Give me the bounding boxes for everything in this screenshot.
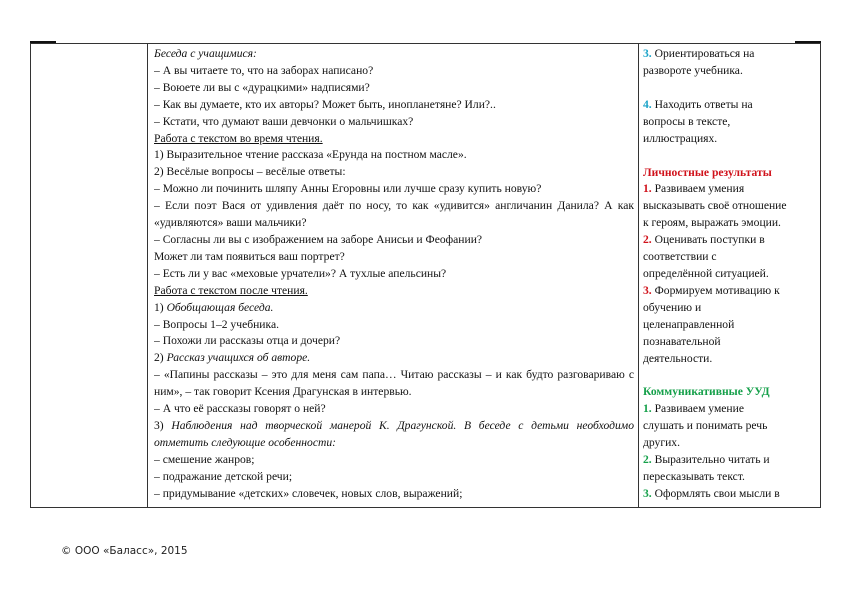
outcome-number: 1.: [643, 182, 652, 196]
line-number: 2): [154, 351, 167, 365]
outcome-line: [643, 46, 816, 63]
activity-line: [154, 469, 634, 486]
line-text: – А вы читаете то, что на заборах написано?: [154, 63, 374, 77]
activity-line: [154, 401, 634, 418]
line-text: – смешение жанров;: [154, 452, 255, 466]
activity-line: [154, 181, 634, 198]
spacer: [643, 367, 816, 384]
activity-line: [154, 63, 634, 80]
line-text: – Согласны ли вы с изображением на заборе Анисьи и Феофании?: [154, 232, 483, 246]
outcome-number: 1.: [643, 402, 652, 416]
outcome-line: [643, 317, 816, 334]
outcome-line: [643, 401, 816, 418]
line-text: Может ли там появиться ваш портрет?: [154, 249, 345, 263]
outcome-text: Оформлять свои мысли в: [654, 486, 780, 500]
activity-line: [154, 317, 634, 334]
activity-line: [154, 418, 634, 452]
activity-text: [148, 44, 638, 502]
activity-line: [154, 97, 634, 114]
outcome-line: [643, 215, 816, 232]
outcome-text: слушать и понимать речь: [643, 419, 768, 433]
outcome-number: 3.: [643, 486, 652, 500]
activity-line: [154, 452, 634, 469]
outcome-text: Ориентироваться на: [654, 47, 755, 60]
activity-line: [154, 367, 634, 401]
outcome-line: [643, 114, 816, 131]
outcome-line: [643, 283, 816, 300]
outcome-line: [643, 181, 816, 198]
line-text: Беседа с учащимися:: [154, 47, 257, 60]
outcome-number: 4.: [643, 97, 652, 111]
outcome-number: 3.: [643, 283, 652, 297]
outcome-line: [643, 97, 816, 114]
copyright-footer: © ООО «Баласс», 2015: [61, 545, 188, 557]
line-number: 1): [154, 300, 167, 314]
outcome-line: [643, 249, 816, 266]
line-text: – Как вы думаете, кто их авторы? Может быть, инопланетяне? Или?..: [154, 97, 496, 111]
outcome-line: [643, 486, 816, 503]
outcome-text: Формируем мотивацию к: [654, 283, 780, 297]
line-text: – Похожи ли рассказы отца и дочери?: [154, 334, 341, 348]
line-text: Обобщающая беседа.: [166, 300, 274, 314]
activity-line: [154, 486, 634, 503]
outcome-text: соответствии с: [643, 250, 717, 264]
activity-line: [154, 232, 634, 249]
outcome-line: [643, 418, 816, 435]
outcomes-column-cell: [639, 44, 821, 508]
outcome-text: иллюстрациях.: [643, 131, 718, 145]
spacer: [643, 80, 816, 97]
activity-line: [154, 114, 634, 131]
activity-line: [154, 198, 634, 232]
outcome-text: Развиваем умение: [654, 402, 744, 416]
outcome-text: Выразительно читать и: [654, 453, 770, 467]
outcome-number: 2.: [643, 453, 652, 467]
line-text: – Кстати, что думают ваши девчонки о мальчишках?: [154, 114, 414, 128]
lesson-plan-table: [30, 43, 821, 508]
activity-line: [154, 300, 634, 317]
outcome-number: 3.: [643, 47, 652, 60]
outcome-text: Находить ответы на: [654, 97, 753, 111]
outcome-text: Оценивать поступки в: [654, 233, 765, 247]
activity-line: [154, 283, 634, 300]
activity-line: [154, 147, 634, 164]
outcome-line: [643, 452, 816, 469]
activity-line: [154, 46, 634, 63]
activity-column-cell: [148, 44, 639, 508]
line-text: – придумывание «детских» словечек, новых слов, выражений;: [154, 486, 463, 500]
outcome-text: познавательной: [643, 334, 721, 348]
outcome-text: Развиваем умения: [654, 182, 745, 196]
outcome-text: пересказывать текст.: [643, 469, 745, 483]
activity-line: [154, 249, 634, 266]
line-text: – Можно ли починить шляпу Анны Егоровны или лучше сразу купить новую?: [154, 182, 542, 196]
outcome-text: деятельности.: [643, 351, 713, 365]
line-number: 3): [154, 418, 172, 432]
line-text: Работа с текстом после чтения.: [154, 283, 308, 297]
line-text: Наблюдения над творческой манерой К. Драгунской. В беседе с детьми необходимо отметить следующие особенности:: [154, 418, 634, 449]
outcome-heading: Коммуникативные УУД: [643, 385, 770, 399]
outcome-line: [643, 266, 816, 283]
stage-column-cell: [31, 44, 148, 508]
outcome-text: развороте учебника.: [643, 63, 743, 77]
line-text: – Если поэт Вася от удивления даёт по носу, то как «удивится» англичанин Данила? А как «удивляются» ваши мальчики?: [154, 199, 634, 230]
outcome-line: [643, 435, 816, 452]
activity-line: [154, 333, 634, 350]
outcome-text: высказывать своё отношение: [643, 199, 787, 213]
outcome-text: других.: [643, 436, 680, 450]
activity-line: [154, 80, 634, 97]
outcome-text: вопросы в тексте,: [643, 114, 731, 128]
line-text: – А что её рассказы говорят о ней?: [154, 402, 326, 416]
activity-line: [154, 266, 634, 283]
outcome-line: [643, 469, 816, 486]
outcome-line: [643, 334, 816, 351]
line-text: Рассказ учащихся об авторе.: [166, 351, 311, 365]
outcome-text: обучению и: [643, 300, 702, 314]
outcome-line: [643, 300, 816, 317]
table-row: [31, 44, 821, 508]
outcome-number: 2.: [643, 233, 652, 247]
outcome-text: определённой ситуацией.: [643, 266, 769, 280]
line-text: – подражание детской речи;: [154, 469, 293, 483]
outcome-line: [643, 232, 816, 249]
outcome-line: [643, 198, 816, 215]
line-text: 1) Выразительное чтение рассказа «Ерунда на постном масле».: [154, 148, 467, 162]
outcome-heading: Личностные результаты: [643, 165, 772, 179]
outcome-text: целенаправленной: [643, 317, 735, 331]
outcome-line: [643, 351, 816, 368]
line-text: Работа с текстом во время чтения.: [154, 131, 323, 145]
line-text: – Воюете ли вы с «дурацкими» надписями?: [154, 80, 370, 94]
line-text: – «Папины рассказы – это для меня сам папа… Читаю рассказы – и как будто разговариваю с ним», – так говорит Ксения Драгунская в интервью.: [154, 368, 634, 399]
outcome-line: [643, 131, 816, 148]
line-text: – Вопросы 1–2 учебника.: [154, 317, 280, 331]
outcomes-text: [639, 44, 820, 503]
line-text: 2) Весёлые вопросы – весёлые ответы:: [154, 165, 346, 179]
outcome-text: к героям, выражать эмоции.: [643, 216, 781, 230]
outcome-line: [643, 63, 816, 80]
spacer: [643, 148, 816, 165]
activity-line: [154, 350, 634, 367]
activity-line: [154, 164, 634, 181]
activity-line: [154, 131, 634, 148]
line-text: – Есть ли у вас «меховые урчатели»? А тухлые апельсины?: [154, 266, 447, 280]
